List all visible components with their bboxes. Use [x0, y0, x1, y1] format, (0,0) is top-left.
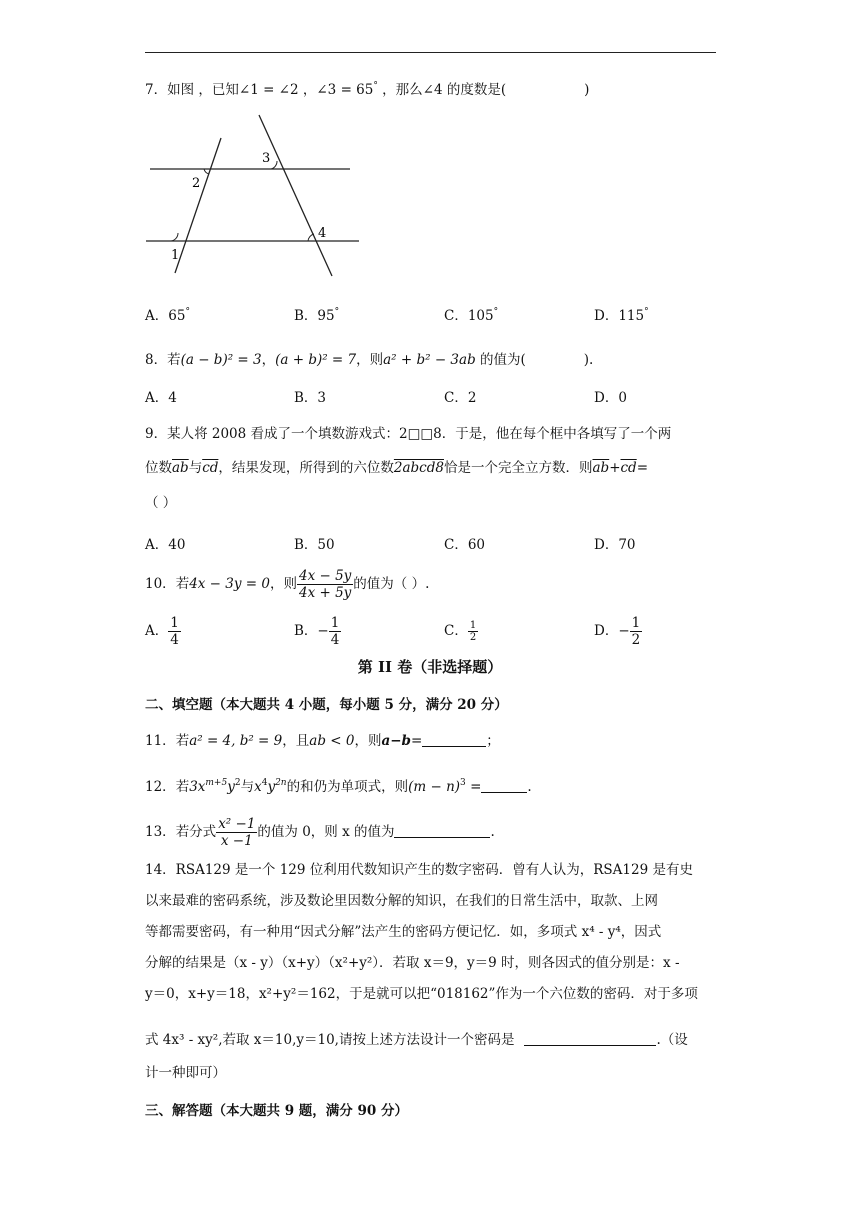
answer-blank[interactable] [481, 792, 527, 793]
question-7-text-b: ，那么∠4 的度数是( [377, 82, 507, 98]
q14-line-5: y＝0，x+y＝18，x²+y²＝162，于是就可以把“018162”作为一个六位数的密码．对于多项 [145, 986, 698, 1002]
q9-option-c: C．60 [444, 537, 486, 553]
angle-1-arc [171, 233, 178, 241]
q9-option-d: D．70 [594, 537, 636, 553]
question-7-text-a: 如图 ，已知∠1 = ∠2 ，∠3 = 65 [167, 82, 374, 98]
q9-option-a: A．40 [145, 537, 186, 553]
q7-option-a: A．65° [145, 307, 190, 324]
overline-2abcd8: 2abcd8 [393, 460, 444, 476]
q8-option-a: A．4 [145, 390, 177, 406]
q14-line-3: 等都需要密码，有一种用“因式分解”法产生的密码方便记忆．如，多项式 x⁴ - y⁴，因式 [145, 924, 662, 940]
q7-option-c: C．105° [444, 307, 499, 324]
q10-option-a: A． $\frac{1}{4}$ [145, 615, 179, 648]
question-number: 7． [145, 82, 168, 98]
q10-option-b: B．− $\frac{1}{4}$ [294, 615, 340, 648]
question-9-line-3: （ ） [145, 495, 177, 511]
q14-line-6: 式 4x³ - xy²,若取 x＝10,y＝10,请按上述方法设计一个密码是 .（设 [145, 1032, 688, 1048]
q8-expression-2: (a + b)² = 7 [275, 352, 357, 368]
question-9-line-1: 9．某人将 2008 看成了一个填数游戏式：2□□8．于是，他在每个框中各填写了一个两 [145, 426, 672, 442]
overline-cd: $\overline{cd}$ [202, 460, 219, 476]
degree-sign: ° [373, 81, 378, 91]
header-rule [145, 52, 716, 53]
q8-expression-3: a² + b² − 3ab [383, 352, 476, 368]
angle-4-label: 4 [318, 226, 327, 241]
q11-expression: a−b [381, 733, 411, 749]
q7-option-d: D．115° [594, 307, 649, 324]
left-transversal [175, 138, 221, 273]
answer-blank[interactable] [394, 837, 490, 838]
answer-section-heading: 三、解答题（本大题共 9 题，满分 90 分） [145, 1103, 408, 1119]
angle-1-label: 1 [171, 248, 180, 263]
parallel-lines-figure [140, 110, 370, 280]
q14-line-7: 计一种即可） [145, 1065, 226, 1081]
q8-expression-1: (a − b)² = 3 [180, 352, 262, 368]
q8-option-c: C．2 [444, 390, 477, 406]
fill-in-section-heading: 二、填空题（本大题共 4 小题，每小题 5 分，满分 20 分） [145, 697, 508, 713]
answer-blank[interactable] [422, 746, 486, 747]
question-8: 8．若(a − b)² = 3，(a + b)² = 7，则a² + b² − 3ab 的值为( ). [145, 352, 594, 368]
angle-2-label: 2 [192, 176, 201, 191]
overline-ab: $\overline{ab}$ [172, 460, 189, 476]
q14-line-2: 以来最难的密码系统，涉及数论里因数分解的知识，在我们的日常生活中，取款、上网 [145, 893, 658, 909]
right-transversal [259, 115, 332, 276]
q13-fraction: $\frac{\text{x² −1}}{x -1}$ [218, 816, 256, 849]
angle-2-arc [204, 169, 209, 174]
q10-condition: 4x − 3y = 0 [189, 576, 270, 592]
q10-option-d: D．− $\frac{1}{2}$ [594, 615, 641, 648]
question-12: 12．若$3x^{m+5}y^2$与$x^4y^{2n}$的和仍为单项式，则$(m - n)^3$ = . [145, 778, 532, 795]
paren-close: ) [584, 82, 590, 98]
question-13: 13．若分式 $\frac{\text{x² −1}}{x -1}$ 的值为 0，则 x 的值为 . [145, 816, 495, 849]
q10-option-c: C． $\frac{1}{2}$ [444, 620, 477, 643]
q9-option-b: B．50 [294, 537, 335, 553]
q14-line-1: 14．RSA129 是一个 129 位利用代数知识产生的数字密码．曾有人认为，RSA129 是有史 [145, 862, 693, 878]
q8-option-b: B．3 [294, 390, 327, 406]
angle-3-arc [271, 161, 277, 169]
q8-option-d: D．0 [594, 390, 627, 406]
angle-3-label: 3 [262, 151, 271, 166]
q14-line-4: 分解的结果是（x - y）（x+y）（x²+y²）．若取 x＝9，y＝9 时，则各因式的值分别是：x - [145, 955, 680, 971]
question-11: 11．若a² = 4, b² = 9，且ab < 0，则a−b= ； [145, 733, 500, 749]
question-7 [145, 80, 589, 100]
question-10: 10．若4x − 3y = 0，则 $\frac{4x - 5y}{4x + 5y}$ 的值为（ ）. [145, 568, 430, 601]
q10-fraction: $\frac{4x - 5y}{4x + 5y}$ [298, 568, 352, 601]
q7-option-b: B．95° [294, 307, 340, 324]
question-9-line-2: 位数$\overline{ab}$与$\overline{cd}$，结果发现，所得到的六位数2abcd8恰是一个完全立方数．则$\overline{ab}+\overline{cd}=$ [145, 460, 649, 476]
section-2-title: 第 II 卷（非选择题） [357, 658, 503, 676]
answer-blank[interactable] [524, 1045, 656, 1046]
